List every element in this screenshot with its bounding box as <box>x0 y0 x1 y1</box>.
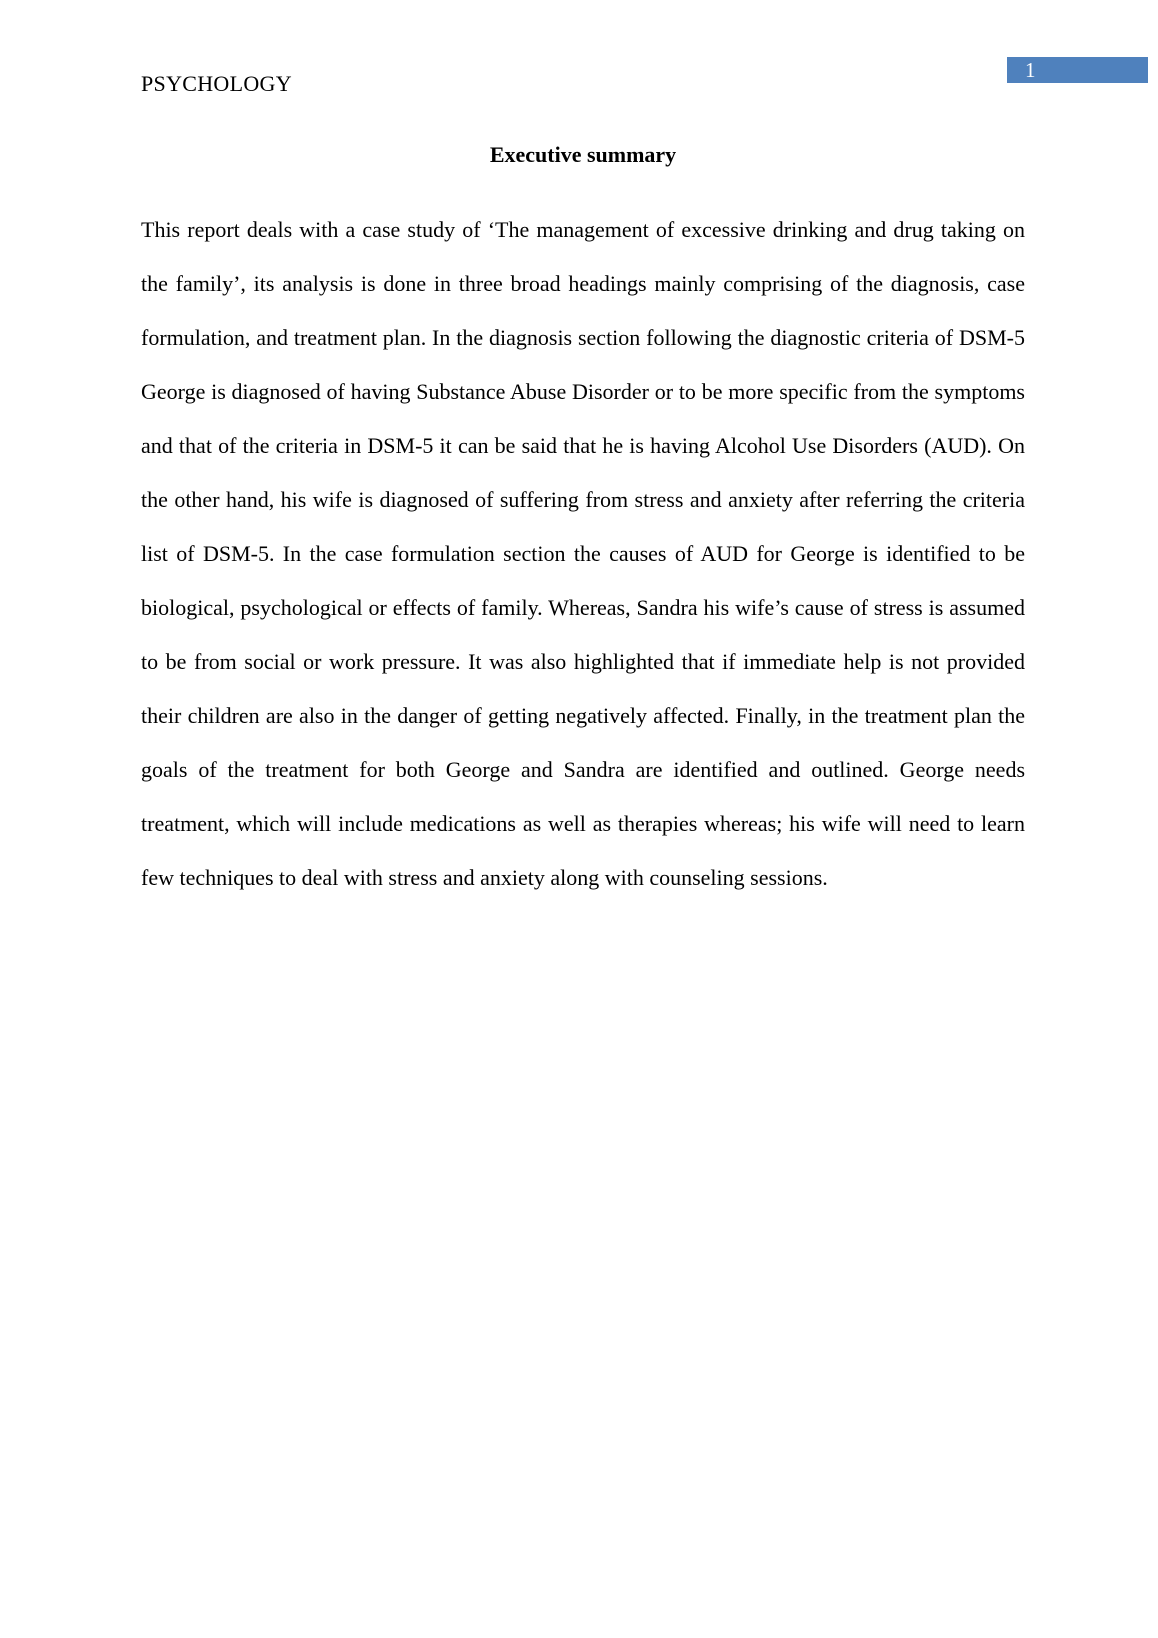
page-number-badge <box>1007 57 1148 83</box>
body-paragraph: This report deals with a case study of ‘The management of excessive drinking and drug taking on the family’, its analysis is done in three broad headings mainly comprising of the diagnosis, case formulation, and treatment plan. In the diagnosis section following the diagnostic criteria of DSM-5 George is diagnosed of having Substance Abuse Disorder or to be more specific from the symptoms and that of the criteria in DSM-5 it can be said that he is having Alcohol Use Disorders (AUD). On the other hand, his wife is diagnosed of suffering from stress and anxiety after referring the criteria list of DSM-5. In the case formulation section the causes of AUD for George is identified to be biological, psychological or effects of family. Whereas, Sandra his wife’s cause of stress is assumed to be from social or work pressure. It was also highlighted that if immediate help is not provided their children are also in the danger of getting negatively affected. Finally, in the treatment plan the goals of the treatment for both George and Sandra are identified and outlined. George needs treatment, which will include medications as well as therapies whereas; his wife will need to learn few techniques to deal with stress and anxiety along with counseling sessions. <box>141 217 1025 890</box>
section-title: Executive summary <box>489 142 677 167</box>
page-number: 1 <box>1025 58 1036 82</box>
running-head: PSYCHOLOGY <box>141 71 292 96</box>
